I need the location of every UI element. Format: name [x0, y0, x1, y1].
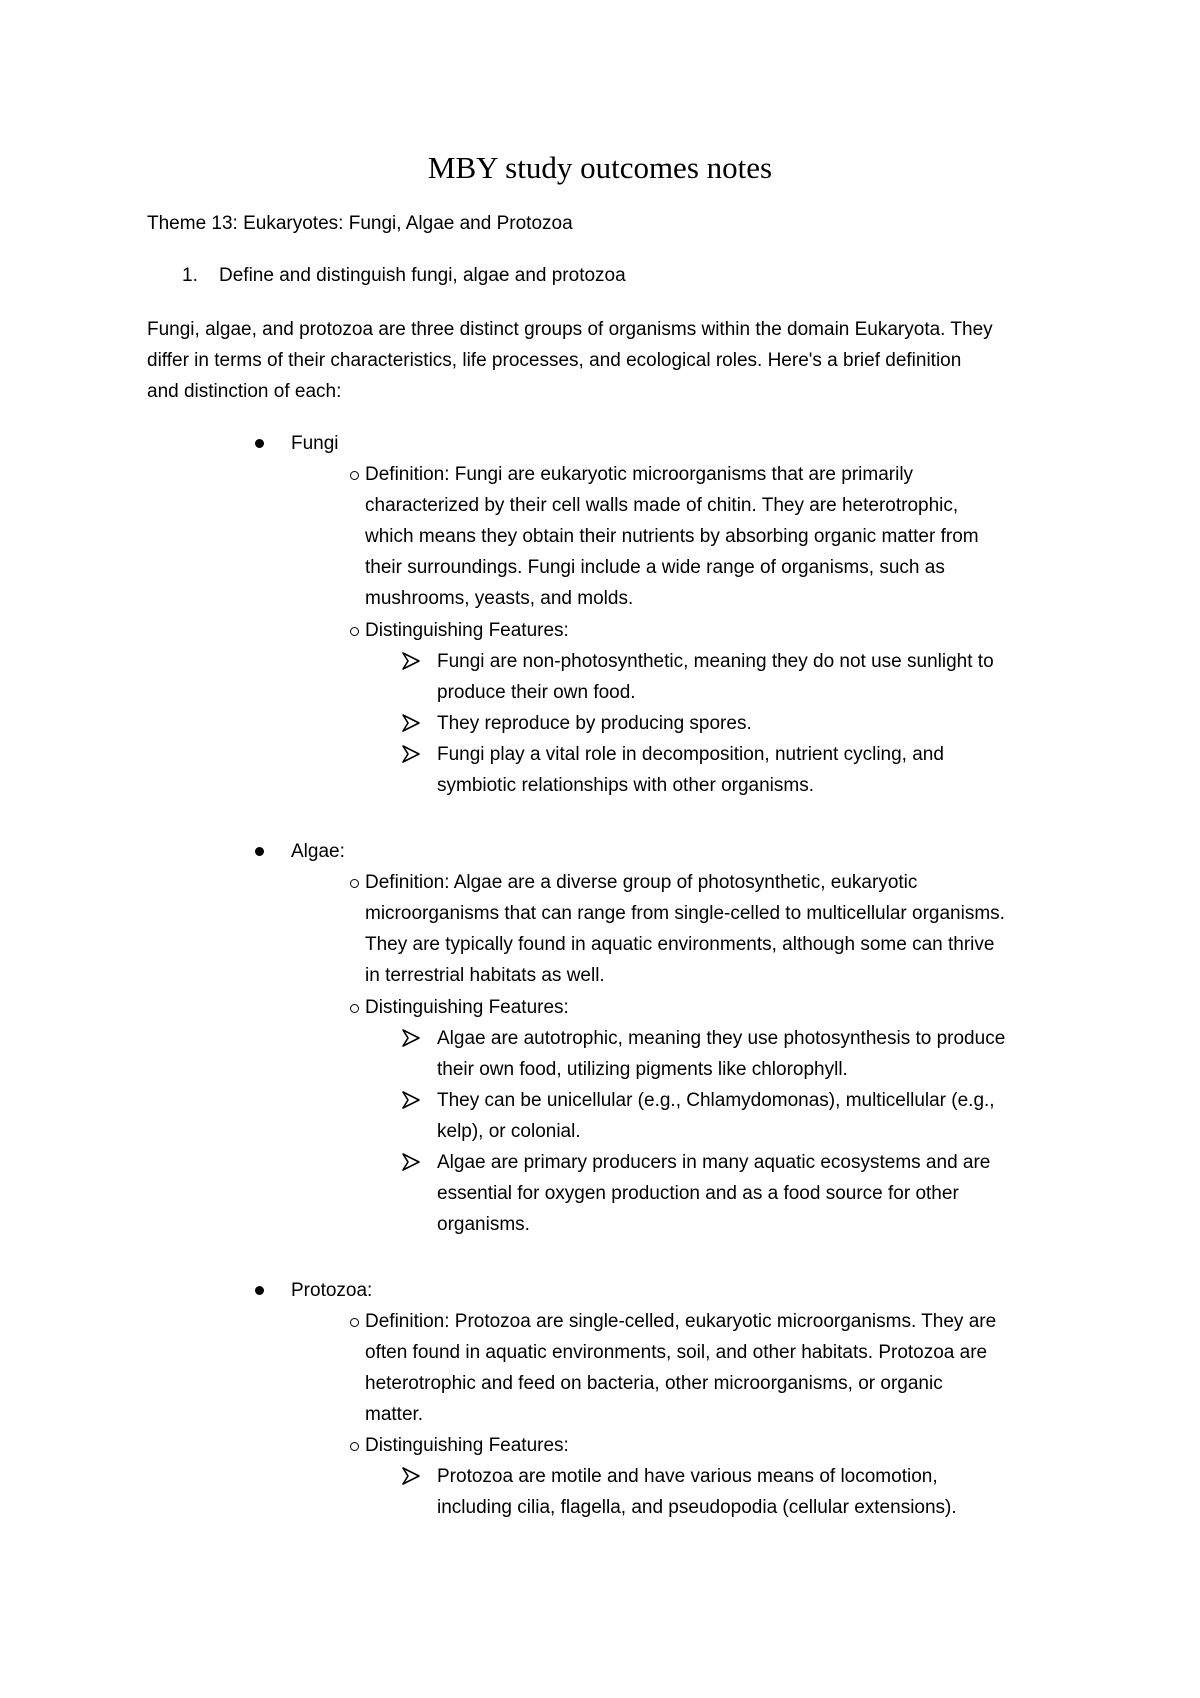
algae-definition-line: microorganisms that can range from single-celled to multicellular organisms. — [365, 903, 1005, 924]
algae-feature-line: essential for oxygen production and as a food source for other — [437, 1183, 959, 1204]
fungi-feature-line: Fungi play a vital role in decomposition, nutrient cycling, and — [437, 744, 944, 765]
protozoa-definition-line: often found in aquatic environments, soil, and other habitats. Protozoa are — [365, 1342, 988, 1363]
protozoa-definition-line: Definition: Protozoa are single-celled, eukaryotic microorganisms. They are — [365, 1311, 997, 1332]
intro-line: Fungi, algae, and protozoa are three distinct groups of organisms within the domain Eukaryota. They — [147, 319, 993, 340]
arrowhead-bullet-icon — [401, 1028, 421, 1048]
algae-feature-line: organisms. — [437, 1214, 530, 1235]
circle-bullet-icon — [350, 471, 359, 480]
fungi-feature-line: symbiotic relationships with other organisms. — [437, 775, 814, 796]
bullet-icon — [255, 1286, 264, 1295]
fungi-definition-line: characterized by their cell walls made of chitin. They are heterotrophic, — [365, 495, 959, 516]
section-heading-fungi: Fungi — [291, 433, 339, 454]
protozoa-features-label: Distinguishing Features: — [365, 1435, 569, 1456]
outcome-text: Define and distinguish fungi, algae and protozoa — [219, 265, 626, 286]
protozoa-definition-line: heterotrophic and feed on bacteria, other microorganisms, or organic — [365, 1373, 943, 1394]
fungi-definition-line: which means they obtain their nutrients by absorbing organic matter from — [365, 526, 979, 547]
algae-feature-line: Algae are autotrophic, meaning they use photosynthesis to produce — [437, 1028, 1006, 1049]
algae-feature-line: They can be unicellular (e.g., Chlamydomonas), multicellular (e.g., — [437, 1090, 995, 1111]
circle-bullet-icon — [350, 1318, 359, 1327]
circle-bullet-icon — [350, 1004, 359, 1013]
protozoa-feature-line: Protozoa are motile and have various means of locomotion, — [437, 1466, 938, 1487]
section-heading-protozoa: Protozoa: — [291, 1280, 373, 1301]
fungi-features-label: Distinguishing Features: — [365, 620, 569, 641]
outcome-number: 1. — [182, 265, 198, 286]
algae-definition-line: They are typically found in aquatic environments, although some can thrive — [365, 934, 995, 955]
fungi-definition-line: their surroundings. Fungi include a wide range of organisms, such as — [365, 557, 945, 578]
algae-feature-line: Algae are primary producers in many aquatic ecosystems and are — [437, 1152, 991, 1173]
fungi-feature-line: Fungi are non-photosynthetic, meaning they do not use sunlight to — [437, 651, 994, 672]
circle-bullet-icon — [350, 627, 359, 636]
algae-definition-line: in terrestrial habitats as well. — [365, 965, 605, 986]
arrowhead-bullet-icon — [401, 651, 421, 671]
theme-heading: Theme 13: Eukaryotes: Fungi, Algae and Protozoa — [147, 213, 573, 234]
arrowhead-bullet-icon — [401, 1466, 421, 1486]
fungi-feature-line: produce their own food. — [437, 682, 636, 703]
arrowhead-bullet-icon — [401, 744, 421, 764]
page-title: MBY study outcomes notes — [427, 150, 773, 185]
algae-definition-line: Definition: Algae are a diverse group of photosynthetic, eukaryotic — [365, 872, 918, 893]
fungi-definition-line: Definition: Fungi are eukaryotic microorganisms that are primarily — [365, 464, 914, 485]
arrowhead-bullet-icon — [401, 1090, 421, 1110]
arrowhead-bullet-icon — [401, 713, 421, 733]
fungi-definition-line: mushrooms, yeasts, and molds. — [365, 588, 634, 609]
section-heading-algae: Algae: — [291, 841, 345, 862]
algae-features-label: Distinguishing Features: — [365, 997, 569, 1018]
bullet-icon — [255, 439, 264, 448]
arrowhead-bullet-icon — [401, 1152, 421, 1172]
bullet-icon — [255, 847, 264, 856]
fungi-feature-line: They reproduce by producing spores. — [437, 713, 752, 734]
intro-line: differ in terms of their characteristics, life processes, and ecological roles. Here's a brief definition — [147, 350, 962, 371]
protozoa-definition-line: matter. — [365, 1404, 424, 1425]
circle-bullet-icon — [350, 1442, 359, 1451]
algae-feature-line: kelp), or colonial. — [437, 1121, 581, 1142]
intro-line: and distinction of each: — [147, 381, 342, 402]
circle-bullet-icon — [350, 879, 359, 888]
protozoa-feature-line: including cilia, flagella, and pseudopodia (cellular extensions). — [437, 1497, 957, 1518]
algae-feature-line: their own food, utilizing pigments like chlorophyll. — [437, 1059, 848, 1080]
